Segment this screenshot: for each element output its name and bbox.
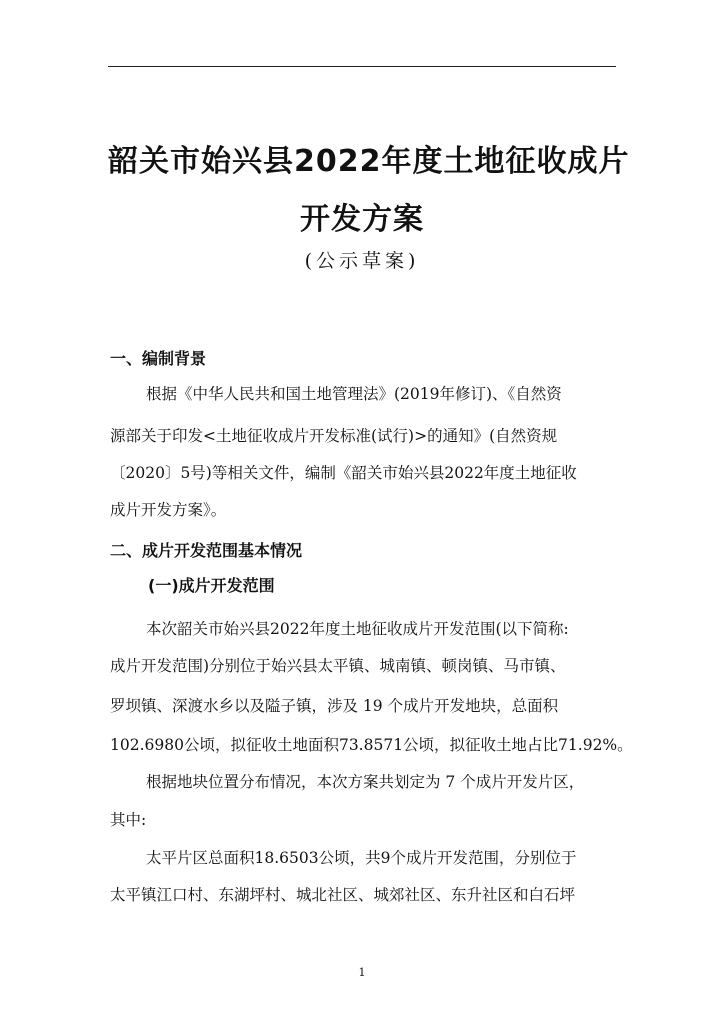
- document-title-line-2: 开发方案: [300, 202, 424, 237]
- paragraph-line: 成片开发范围)分别位于始兴县太平镇、城南镇、顿岗镇、马市镇、: [110, 657, 566, 675]
- page-number: 1: [358, 966, 366, 979]
- paragraph-line: 成片开发方案》。: [110, 501, 227, 519]
- document-title-line-1: 韶关市始兴县2022年度土地征收成片: [108, 144, 630, 179]
- document-subtitle: (公示草案): [304, 250, 420, 272]
- header-rule: [108, 66, 616, 67]
- paragraph-line: 源部关于印发<土地征收成片开发标准(试行)>的通知》(自然资规: [110, 427, 558, 445]
- paragraph-line: 102.6980公顷，拟征收土地面积73.8571公顷，拟征收土地占比71.92%。: [110, 736, 633, 754]
- paragraph-line: 〔2020〕5号)等相关文件，编制《韶关市始兴县2022年度土地征收: [110, 464, 577, 482]
- paragraph-line: 本次韶关市始兴县2022年度土地征收成片开发范围(以下简称:: [146, 620, 569, 638]
- paragraph-line: 罗坝镇、深渡水乡以及隘子镇，涉及 19 个成片开发地块，总面积: [110, 697, 559, 715]
- section-2-heading: 二、成片开发范围基本情况: [110, 541, 303, 560]
- paragraph-line: 根据《中华人民共和国土地管理法》(2019年修订)、《自然资: [146, 385, 562, 403]
- paragraph-line: 其中:: [110, 811, 147, 829]
- section-2-subheading: (一)成片开发范围: [148, 576, 275, 595]
- paragraph-line: 太平片区总面积18.6503公顷，共9个成片开发范围，分别位于: [146, 849, 577, 867]
- paragraph-line: 根据地块位置分布情况，本次方案共划定为 7 个成片开发片区，: [146, 773, 585, 791]
- section-1-heading: 一、编制背景: [110, 349, 207, 368]
- paragraph-line: 太平镇江口村、东湖坪村、城北社区、城郊社区、东升社区和白石坪: [110, 886, 576, 904]
